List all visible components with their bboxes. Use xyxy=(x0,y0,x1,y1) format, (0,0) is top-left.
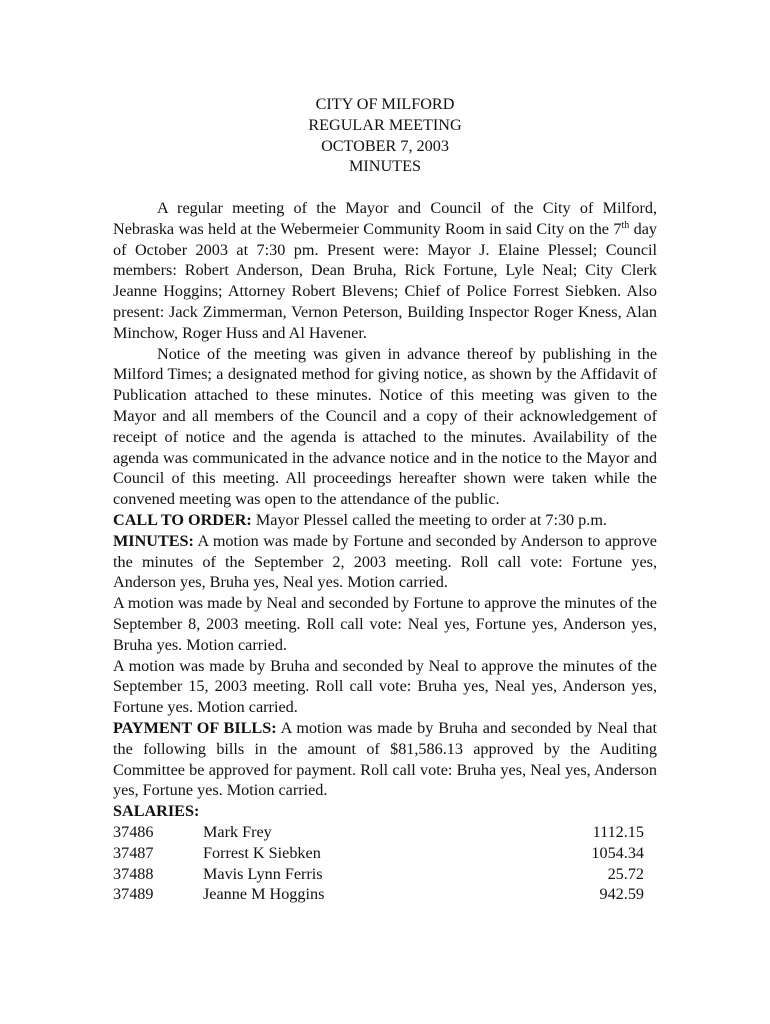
attendance-text-a: A regular meeting of the Mayor and Council of the City of Milford, Nebraska was held at the Webermeier Community Room in said City on the 7 xyxy=(113,199,657,238)
salary-row xyxy=(113,843,657,864)
salary-row xyxy=(113,864,657,885)
check-number: 37489 xyxy=(113,885,154,904)
minutes-text: A motion was made by Fortune and seconded by Anderson to approve the minutes of the September 2, 2003 meeting. Roll call vote: Fortune yes, Anderson yes, Bruha yes, Neal yes. Motion carried. xyxy=(113,531,657,592)
salary-row xyxy=(113,884,657,905)
meeting-date: OCTOBER 7, 2003 xyxy=(321,136,449,155)
salary-amount: 942.59 xyxy=(599,885,644,904)
salaries-heading: SALARIES: xyxy=(113,802,200,821)
notice-paragraph: Notice of the meeting was given in advance thereof by publishing in the Milford Times; a designated method for giving notice, as shown by the Affidavit of Publication attached to these minutes. Notice of this meeting was given to the Mayor and all members of the Council and a copy of their acknowledgement of receipt of notice and the agenda is attached to the minutes. Availability of the agenda was communicated in the advance notice and in the notice to the Mayor and Council of this meeting. All proceedings hereafter shown were taken while the convened meeting was open to the attendance of the public. xyxy=(113,344,657,509)
payee-name: Mark Frey xyxy=(203,822,272,841)
attendance-text-b: day of October 2003 at 7:30 pm. Present were: Mayor J. Elaine Plessel; Council members: Robert Anderson, Dean Bruha, Rick Fortune, Lyle Neal; City Clerk Jeanne Hoggins; Attorney Robert Blevens; Chief of Police Forrest Siebken. Also present: Jack Zimmerman, Vernon Peterson, Building Inspector Roger Kness, Alan Minchow, Roger Huss and Al Havener. xyxy=(113,219,657,342)
salary-amount: 1054.34 xyxy=(591,843,644,862)
document-header xyxy=(0,94,770,177)
city-title: CITY OF MILFORD xyxy=(315,95,455,113)
payee-name: Mavis Lynn Ferris xyxy=(203,864,323,883)
salary-amount: 1112.15 xyxy=(592,822,644,841)
call-to-order-text: Mayor Plessel called the meeting to order at 7:30 p.m. xyxy=(251,510,607,529)
call-to-order-label: CALL TO ORDER: xyxy=(113,510,252,529)
motion-paragraph: A motion was made by Neal and seconded by Fortune to approve the minutes of the September 8, 2003 meeting. Roll call vote: Neal yes, Fortune yes, Anderson yes, Bruha yes. Motion carried. xyxy=(113,594,657,654)
document-body xyxy=(113,198,657,905)
check-number: 37488 xyxy=(113,864,154,883)
document-type: MINUTES xyxy=(349,157,421,176)
motion-paragraph: A motion was made by Bruha and seconded by Neal to approve the minutes of the September 15, 2003 meeting. Roll call vote: Bruha yes, Neal yes, Anderson yes, Fortune yes. Motion carried. xyxy=(113,656,657,717)
check-number: 37486 xyxy=(113,822,154,841)
payee-name: Jeanne M Hoggins xyxy=(203,885,325,904)
salary-amount: 25.72 xyxy=(607,864,644,883)
ordinal-suffix: th xyxy=(621,219,630,231)
meeting-type: REGULAR MEETING xyxy=(308,115,462,134)
payment-paragraph xyxy=(113,718,657,801)
payee-name: Forrest K Siebken xyxy=(203,843,321,862)
minutes-paragraph xyxy=(113,531,657,593)
attendance-paragraph xyxy=(113,198,657,344)
payment-text: A motion was made by Bruha and seconded by Neal that the following bills in the amount of $81,586.13 approved by the Auditing Committee be approved for payment. Roll call vote: Bruha yes, Neal yes, Anderson yes, Fortune yes. Motion carried. xyxy=(113,718,658,800)
salary-row xyxy=(113,822,657,843)
call-to-order-paragraph xyxy=(113,510,657,531)
minutes-label: MINUTES: xyxy=(113,531,194,550)
check-number: 37487 xyxy=(113,843,154,862)
payment-label: PAYMENT OF BILLS: xyxy=(113,718,277,737)
